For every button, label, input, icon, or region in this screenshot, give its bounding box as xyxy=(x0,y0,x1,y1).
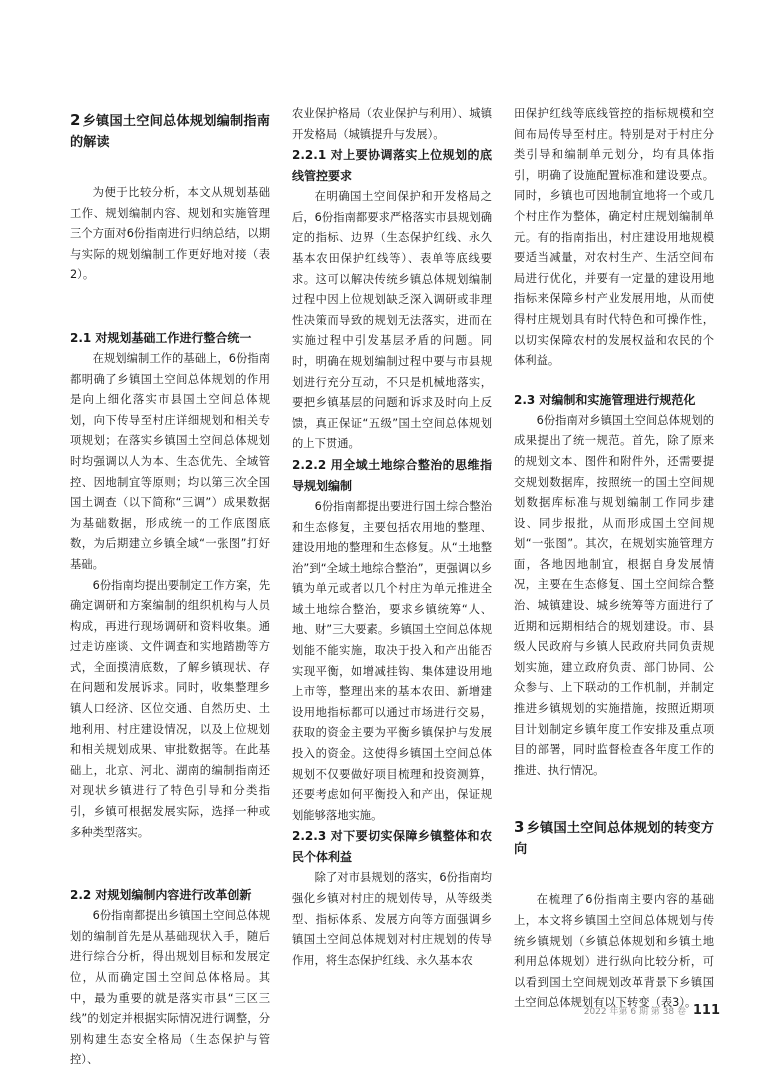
heading-2-2-1: 2.2.1 对上要协调落实上位规划的底线管控要求 xyxy=(292,148,492,184)
heading-2-2-3: 2.2.3 对下要切实保障乡镇整体和农民个体利益 xyxy=(292,829,492,865)
section-2-title: 乡镇国土空间总体规划编制指南的解读 xyxy=(70,114,270,150)
text-column-right xyxy=(514,104,714,1014)
paragraph-2-2-3: 除了对市县规划的落实，6份指南均强化乡镇对村庄的规划传导，从等级类型、指标体系、发展方向等方面强调乡镇国土空间总体规划对村庄规划的传导作用，将生态保护红线、永久基本农 xyxy=(292,871,492,967)
paragraph-2-1-b: 6份指南均提出要制定工作方案，先确定调研和方案编制的组织机构与人员构成，再进行现场调研和资料收集。通过走访座谈、文件调查和实地踏勘等方式，全面摸清底数，了解乡镇现状、存在问题和发展诉求。同时，收集整理乡镇人口经济、区位交通、自然历史、土地利用、村庄建设情况，以及上位规划和相关规划成果、审批数据等。在此基础上，北京、河北、湖南的编制指南还对现状乡镇进行了特色引导和分类指引，乡镇可根据发展实际，选择一种或多种类型落实。 xyxy=(70,578,270,839)
section-2-number: 2 xyxy=(70,111,81,129)
heading-2-2: 2.2 对规划编制内容进行改革创新 xyxy=(70,888,252,903)
paragraph-intro: 为便于比较分析，本文从规划基础工作、规划编制内容、规划和实施管理三个方面对6份指南进行归纳总结，以期与实际的规划编制工作更好地对接（表2）。 xyxy=(70,186,270,282)
heading-2-2-2: 2.2.2 用全域土地综合整治的思维指导规划编制 xyxy=(292,457,492,493)
paragraph-2-3: 6份指南对乡镇国土空间总体规划的成果提出了统一规范。首先，除了原来的规划文本、图件和附件外，还需要提交规划数据库，按照统一的国土空间规划数据库标准与规划编制工作同步建设、同步报批，从而形成国土空间规划“一张图”。其次，在规划实施管理方面，各地因地制宜，根据自身发展情况，主要在生态修复、国土空间综合整治、城镇建设、城乡统筹等方面进行了近期和远期相结合的规划建设。市、县级人民政府与乡镇人民政府共同负责规划实施，建立政府负责、部门协同、公众参与、上下联动的工作机制，并制定推进乡镇规划的实施措施，按照近期项目计划制定乡镇年度工作安排及重点项目的部署，同时监督检查各年度工作的推进、执行情况。 xyxy=(514,413,714,777)
paragraph-2-2-2: 6份指南都提出要进行国土综合整治和生态修复，主要包括农用地的整理、建设用地的整理和生态修复。从“土地整治”到“全域土地综合整治”，更强调以乡镇为单元或者以几个村庄为单元推进全域土地综合整治，要求乡镇统筹“人、地、财”三大要素。乡镇国土空间总体规划能不能实施，取决于投入和产出能否实现平衡，如增减挂钩、集体建设用地上市等，整理出来的基本农田、新增建设用地指标都可以通过市场进行交易，获取的资金主要为平衡乡镇保护与发展投入的资金。这使得乡镇国土空间总体规划不仅要做好项目梳理和投资测算，还要考虑如何平衡投入和产出，保证规划能够落地实施。 xyxy=(292,499,492,822)
page-number: 111 xyxy=(692,1003,720,1018)
issue-info: 2022 年第 6 期 第 38 卷 xyxy=(583,1007,686,1017)
section-3-title: 乡镇国土空间总体规划的转变方向 xyxy=(514,821,714,858)
paragraph-2-2-1: 在明确国土空间保护和开发格局之后，6份指南都要求严格落实市县规划确定的指标、边界（生态保护红线、永久基本农田保护红线等）、表单等底线要求。这可以解决传统乡镇总体规划编制过程中因上位规划缺乏深入调研或非理性决策而导致的规划无法落实，进而在实施过程中引发基层矛盾的问题。同时，明确在规划编制过程中要与市县规划进行充分互动，不只是机械地落实，要把乡镇基层的问题和诉求及时向上反馈，真正保证“五级”国土空间总体规划的上下贯通。 xyxy=(292,190,492,451)
heading-2-3: 2.3 对编制和实施管理进行规范化 xyxy=(514,392,696,407)
text-column-middle xyxy=(292,104,492,971)
section-3-number: 3 xyxy=(514,818,525,837)
heading-2-1: 2.1 对规划基础工作进行整合统一 xyxy=(70,330,252,345)
paragraph-2-2: 6份指南都提出乡镇国土空间总体规划的编制首先是从基础现状入手，随后进行综合分析，得出规划目标和发展定位，从而确定国土空间总体格局。其中，最为重要的就是落实市县“三区三线”的划定并根据实际情况进行调整，分别构建生态安全格局（生态保护与管控）、 xyxy=(70,909,270,1067)
section-3-heading xyxy=(514,817,714,860)
paragraph-3: 在梳理了6份指南主要内容的基础上，本文将乡镇国土空间总体规划与传统乡镇规划（乡镇总体规划和乡镇土地利用总体规划）进行纵向比较分析，可以看到国土空间规划改革背景下乡镇国土空间总体规划有以下转变（表3）。 xyxy=(514,893,714,1010)
paragraph-continued-right: 田保护红线等底线管控的指标规模和空间布局传导至村庄。特别是对于村庄分类引导和编制单元划分，均有具体指引，明确了设施配置标准和建设要点。同时，乡镇也可因地制宜地将一个或几个村庄作为整体，确定村庄规划编制单元。有的指南指出，村庄建设用地规模要适当减量，对农村生产、生活空间布局进行优化，并要有一定量的建设用地指标来保障乡村产业发展用地，从而使得村庄规划具有时代特色和可操作性，以切实保障农村的发展权益和农民的个体利益。 xyxy=(514,107,714,368)
page-footer xyxy=(584,1004,720,1019)
paragraph-2-1-a: 在规划编制工作的基础上，6份指南都明确了乡镇国土空间总体规划的作用是向上细化落实市县国土空间总体规划，向下传导至村庄详细规划和相关专项规划；在落实乡镇国土空间总体规划时均强调以人为本、生态优先、全域管控、因地制宜等原则；均以第三次全国国土调查（以下简称“三调”）成果数据为基础数据，形成统一的工作底图底数，为后期建立乡镇全域“一张图”打好基础。 xyxy=(70,351,270,571)
paragraph-continued-middle: 农业保护格局（农业保护与利用）、城镇开发格局（城镇提升与发展）。 xyxy=(292,107,492,141)
section-2-heading xyxy=(70,110,270,153)
text-column-left xyxy=(70,104,270,1071)
